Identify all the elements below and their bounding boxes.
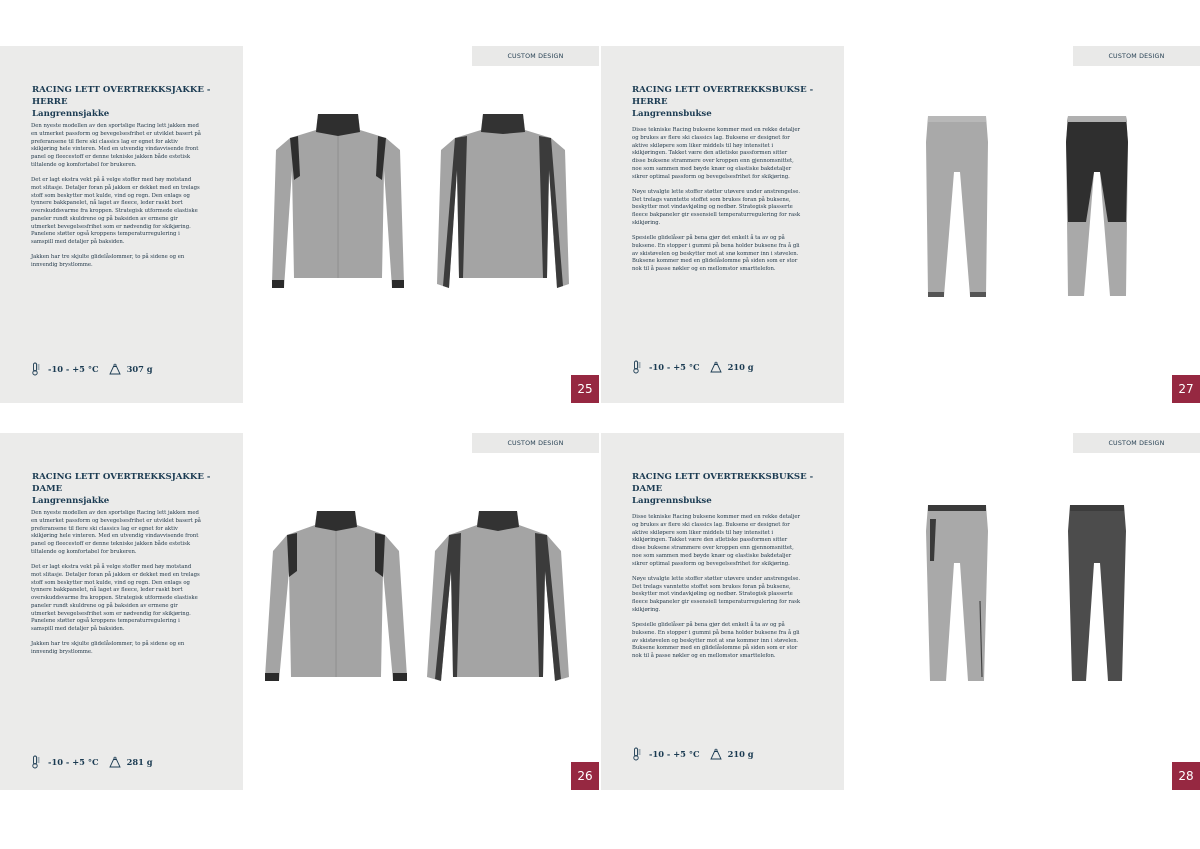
product-weight: 210 g (727, 362, 754, 372)
temperature-range: -10 - +5 °C (649, 362, 700, 372)
temperature-range: -10 - +5 °C (48, 757, 99, 767)
product-title-line2: Langrennsbukse (632, 496, 712, 506)
pants-back-women-image (1062, 501, 1132, 687)
product-title-line2: Langrennsbukse (632, 109, 712, 119)
product-title (32, 471, 237, 507)
weight-icon (710, 361, 722, 373)
description-paragraph: Spesielle glidelåser på bena gjør det enkelt å ta av og på buksene. En stopper i gummi på bena holder buksene fra å gli av skistøvelen og beskytter mot at snø kommer inn i støvelen. Buksene kommer med en glidelåslomme på siden som er stor nok til å passe nøkler og en mellomstor smarttelefon. (632, 622, 800, 659)
product-image-area (844, 46, 1200, 403)
text-panel (601, 46, 844, 403)
description-paragraph: Det er lagt ekstra vekt på å velge stoffer med høy motstand mot slitasje. Detaljer foran på jakken er dekket med en trelags stoff som beskytter mot kulde, vind og regn. Den enlags og tynnere bakkpanelet, nå laget av fleece, leder raskt bort overskuddsvarme fra kroppen. Strategisk utformede elastiske paneler rundt skuldrene og på baksiden av ermene gir utmerket bevegelsesfrihet som er nødvendig for skikjøring. Panelene støtter også kroppens temperaturregulering i samspill med detaljer på baksiden. (31, 564, 200, 632)
text-panel (0, 46, 243, 403)
product-description (632, 514, 802, 668)
product-specs (30, 755, 153, 769)
thermometer-icon (30, 362, 42, 376)
product-description (31, 123, 201, 277)
description-paragraph: Jakken har tre skjulte glidelåslommer, to på sidene og en innvendig brystlomme. (31, 641, 185, 655)
weight-icon (109, 756, 121, 768)
product-specs (631, 747, 754, 761)
page-number: 27 (1172, 375, 1200, 403)
description-paragraph: Disse tekniske Racing buksene kommer med en rekke detaljer og brukes av flere ski classics lag. Buksene er designet for aktive skiløpere som liker middels til høy intensitet i skikjøringen. Takket være den atletiske passformen sitter disse buksene strammere over kroppen enn gjennomsnittet, noe som sammen med bøyde knær og elastiske bakdetaljer sikrer optimal passform og bevegelsesfrihet for skikjøring. (632, 127, 801, 180)
product-title-line1: RACING LETT OVERTREKKSJAKKE - HERRE (32, 85, 211, 107)
product-title (32, 84, 237, 120)
page-number: 25 (571, 375, 599, 403)
custom-design-tag: CUSTOM DESIGN (1073, 433, 1200, 453)
weight-icon (109, 363, 121, 375)
pants-front-women-image (922, 501, 992, 687)
jacket-back-image (433, 110, 573, 296)
description-paragraph: Jakken har tre skjulte glidelåslommer, to på sidene og en innvendig brystlomme. (31, 254, 185, 268)
product-image-area (844, 433, 1200, 790)
product-weight: 210 g (727, 749, 754, 759)
product-title-line1: RACING LETT OVERTREKKSBUKSE - DAME (632, 472, 814, 494)
thermometer-icon (631, 360, 643, 374)
jacket-front-image (268, 110, 408, 296)
catalog-page-25 (0, 46, 599, 403)
product-specs (631, 360, 754, 374)
product-specs (30, 362, 153, 376)
jacket-front-women-image (261, 507, 411, 693)
page-number: 26 (571, 762, 599, 790)
description-paragraph: Nøye utvalgte lette stoffer støtter utøvere under anstrengelse. Det trelags vanntette stoffet som brukes foran på buksene, beskytter mot vindavkjøling og nedbør. Strategisk plasserte fleece bakpaneler gir essensiell temperaturregulering for rask skikjøring. (632, 188, 801, 226)
description-paragraph: Den nyeste modellen av den sportslige Racing lett jakken med en utmerket passform og bevegelsesfrihet er utviklet basert på preferansene til flere ski classics lag er egnet for aktiv skikjøring hele vinteren. Med en utvendig vindavvisende front panel og fleecestoff er denne tekniske jakken både estetisk tiltalende og komfortabel for brukeren. (31, 510, 201, 555)
text-panel (601, 433, 844, 790)
custom-design-tag: CUSTOM DESIGN (472, 46, 599, 66)
product-title (632, 84, 837, 120)
product-title-line1: RACING LETT OVERTREKKSJAKKE - DAME (32, 472, 211, 494)
thermometer-icon (30, 755, 42, 769)
description-paragraph: Disse tekniske Racing buksene kommer med en rekke detaljer og brukes av flere ski classics lag. Buksene er designet for aktive skiløpere som liker middels til høy intensitet i skikjøringen. Takket være den atletiske passformen sitter disse buksene strammere over kroppen enn gjennomsnittet, noe som sammen med bøyde knær og elastiske bakdetaljer sikrer optimal passform og bevegelsesfrihet for skikjøring. (632, 514, 801, 567)
pants-back-image (1062, 112, 1132, 302)
product-title-line2: Langrennsjakke (32, 109, 110, 119)
description-paragraph: Den nyeste modellen av den sportslige Racing lett jakken med en utmerket passform og bevegelsesfrihet er utviklet basert på preferansene til flere ski classics lag er egnet for aktiv skikjøring hele vinteren. Med en utvendig vindavvisende front panel og fleecestoff er denne tekniske jakken både estetisk tiltalende og komfortabel for brukeren. (31, 123, 201, 168)
product-title-line2: Langrennsjakke (32, 496, 110, 506)
catalog-page-26 (0, 433, 599, 790)
temperature-range: -10 - +5 °C (649, 749, 700, 759)
description-paragraph: Det er lagt ekstra vekt på å velge stoffer med høy motstand mot slitasje. Detaljer foran på jakken er dekket med en trelags stoff som beskytter mot kulde, vind og regn. Den enlags og tynnere bakkpanelet, nå laget av fleece, leder raskt bort overskuddsvarme fra kroppen. Strategisk utformede elastiske paneler rundt skuldrene og på baksiden av ermene gir utmerket bevegelsesfrihet som er nødvendig for skikjøring. Panelene støtter også kroppens temperaturregulering i samspill med detaljer på baksiden. (31, 177, 200, 245)
product-description (31, 510, 201, 664)
description-paragraph: Nøye utvalgte lette stoffer støtter utøvere under anstrengelse. Det trelags vanntette stoffet som brukes foran på buksene, beskytter mot vindavkjøling og nedbør. Strategisk plasserte fleece bakpaneler gir essensiell temperaturregulering for rask skikjøring. (632, 575, 801, 613)
thermometer-icon (631, 747, 643, 761)
product-title-line1: RACING LETT OVERTREKKSBUKSE - HERRE (632, 85, 814, 107)
jacket-back-women-image (423, 507, 573, 693)
weight-icon (710, 748, 722, 760)
text-panel (0, 433, 243, 790)
product-weight: 281 g (126, 757, 153, 767)
product-title (632, 471, 837, 507)
catalog-page-28 (601, 433, 1200, 790)
product-description (632, 127, 802, 281)
pants-front-image (922, 112, 992, 302)
page-number: 28 (1172, 762, 1200, 790)
custom-design-tag: CUSTOM DESIGN (472, 433, 599, 453)
product-image-area (243, 46, 599, 403)
product-weight: 307 g (126, 364, 153, 374)
product-image-area (243, 433, 599, 790)
temperature-range: -10 - +5 °C (48, 364, 99, 374)
catalog-page-27 (601, 46, 1200, 403)
custom-design-tag: CUSTOM DESIGN (1073, 46, 1200, 66)
description-paragraph: Spesielle glidelåser på bena gjør det enkelt å ta av og på buksene. En stopper i gummi på bena holder buksene fra å gli av skistøvelen og beskytter mot at snø kommer inn i støvelen. Buksene kommer med en glidelåslomme på siden som er stor nok til å passe nøkler og en mellomstor smarttelefon. (632, 235, 800, 272)
